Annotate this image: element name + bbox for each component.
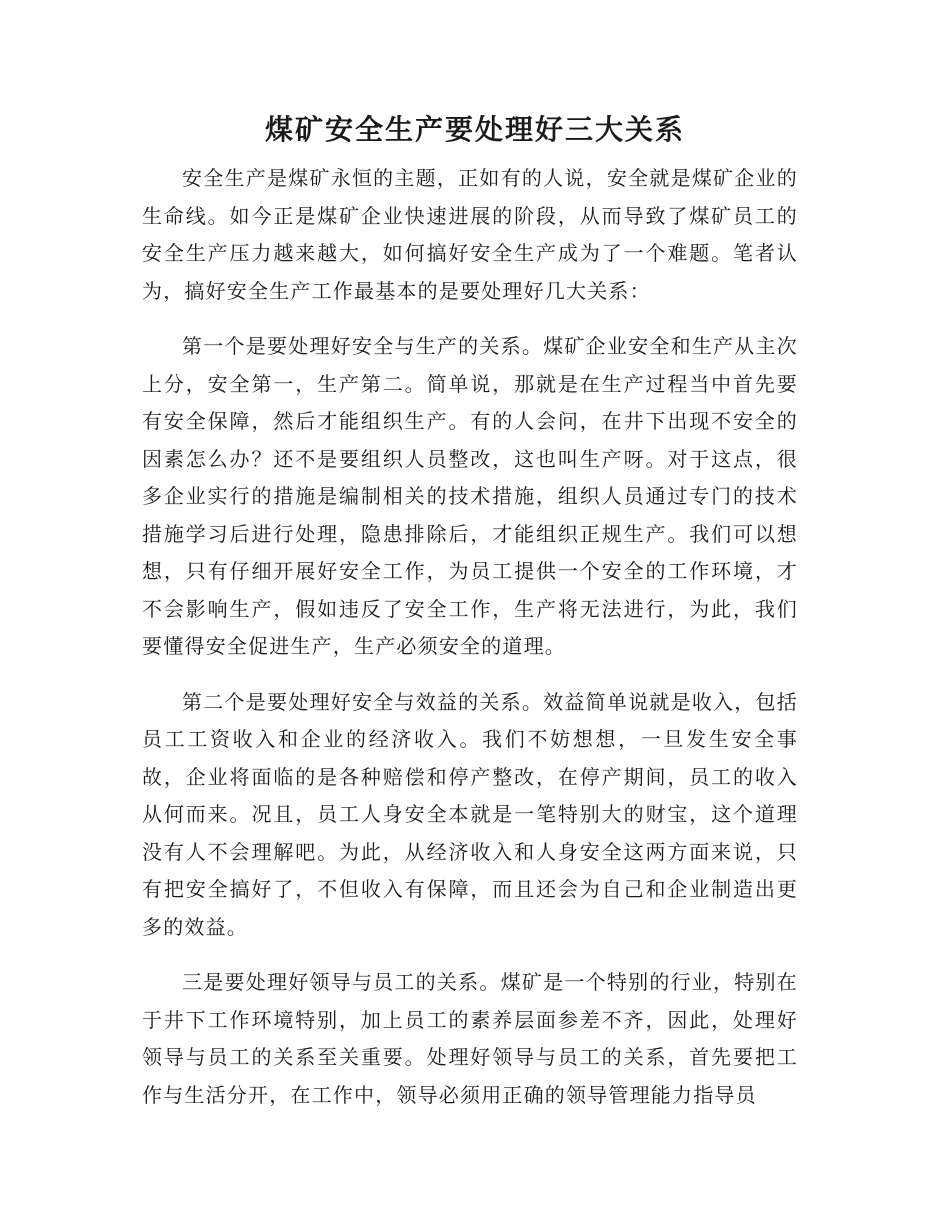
paragraph-leader-employee: 三是要处理好领导与员工的关系。煤矿是一个特别的行业，特别在于井下工作环境特别，加上员工的素养层面参差不齐，因此，处理好领导与员工的关系至关重要。处理好领导与员工的关系，首先要把工作与生活分开，在工作中，领导必须用正确的领导管理能力指导员 — [142, 970, 798, 1107]
paragraph-safety-benefit: 第二个是要处理好安全与效益的关系。效益简单说就是收入，包括员工工资收入和企业的经济收入。我们不妨想想，一旦发生安全事故，企业将面临的是各种赔偿和停产整改，在停产期间，员工的收入从何而来。况且，员工人身安全本就是一笔特别大的财宝，这个道理没有人不会理解吧。为此，从经济收入和人身安全这两方面来说，只有把安全搞好了，不但收入有保障，而且还会为自己和企业制造出更多的效益。 — [142, 689, 798, 939]
paragraph-safety-production: 第一个是要处理好安全与生产的关系。煤矿企业安全和生产从主次上分，安全第一，生产第二。简单说，那就是在生产过程当中首先要有安全保障，然后才能组织生产。有的人会问，在井下出现不安全的因素怎么办？还不是要组织人员整改，这也叫生产呀。对于这点，很多企业实行的措施是编制相关的技术措施，组织人员通过专门的技术措施学习后进行处理，隐患排除后，才能组织正规生产。我们可以想想，只有仔细开展好安全工作，为员工提供一个安全的工作环境，才不会影响生产，假如违反了安全工作，生产将无法进行，为此，我们要懂得安全促进生产，生产必须安全的道理。 — [142, 334, 798, 658]
document-title: 煤矿安全生产要处理好三大关系 — [264, 113, 685, 146]
paragraph-intro: 安全生产是煤矿永恒的主题，正如有的人说，安全就是煤矿企业的生命线。如今正是煤矿企业快速进展的阶段，从而导致了煤矿员工的安全生产压力越来越大，如何搞好安全生产成为了一个难题。笔者认为，搞好安全生产工作最基本的是要处理好几大关系： — [142, 166, 798, 303]
document-body — [142, 160, 798, 1132]
